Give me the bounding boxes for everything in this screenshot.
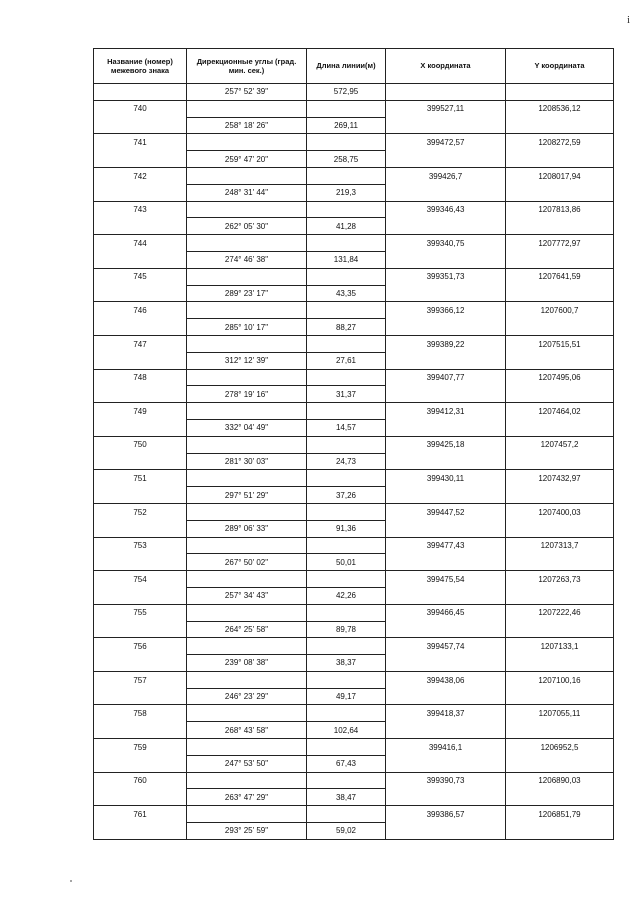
y-coordinate-cell: 1207432,97	[506, 470, 614, 487]
line-length-cell: 42,26	[307, 587, 386, 604]
line-length-cell: 131,84	[307, 251, 386, 268]
segment-row	[94, 151, 614, 168]
x-coordinate-cell: 399527,11	[386, 100, 506, 117]
line-length-cell: 24,73	[307, 453, 386, 470]
direction-angle-cell: 267° 50' 02"	[187, 554, 307, 571]
x-coordinate-cell: 399351,73	[386, 268, 506, 285]
point-name-cell	[94, 419, 187, 436]
direction-angle-cell: 268° 43' 58"	[187, 722, 307, 739]
point-name-cell	[94, 587, 187, 604]
line-length-cell: 38,37	[307, 655, 386, 672]
y-coordinate-cell	[506, 487, 614, 504]
page-corner-mark: і	[626, 14, 630, 26]
direction-angle-cell: 285° 10' 17"	[187, 319, 307, 336]
direction-angle-cell: 332° 04' 49"	[187, 419, 307, 436]
x-coordinate-cell: 399416,1	[386, 739, 506, 756]
direction-angle-cell	[187, 167, 307, 184]
point-name-cell	[94, 151, 187, 168]
x-coordinate-cell	[386, 117, 506, 134]
segment-row	[94, 621, 614, 638]
y-coordinate-cell: 1207263,73	[506, 571, 614, 588]
y-coordinate-cell: 1206890,03	[506, 772, 614, 789]
line-length-cell	[307, 201, 386, 218]
y-coordinate-cell: 1208017,94	[506, 167, 614, 184]
direction-angle-cell: 289° 23' 17"	[187, 285, 307, 302]
x-coordinate-cell	[386, 319, 506, 336]
point-name-cell: 756	[94, 638, 187, 655]
x-coordinate-cell	[386, 755, 506, 772]
point-name-cell: 748	[94, 369, 187, 386]
segment-row	[94, 453, 614, 470]
y-coordinate-cell: 1207772,97	[506, 235, 614, 252]
direction-angle-cell: 293° 25' 59"	[187, 823, 307, 840]
x-coordinate-cell: 399477,43	[386, 537, 506, 554]
line-length-cell: 269,11	[307, 117, 386, 134]
direction-angle-cell	[187, 100, 307, 117]
segment-row	[94, 218, 614, 235]
point-row	[94, 335, 614, 352]
point-row	[94, 167, 614, 184]
y-coordinate-cell: 1207641,59	[506, 268, 614, 285]
y-coordinate-cell	[506, 621, 614, 638]
point-row	[94, 671, 614, 688]
line-length-cell	[307, 403, 386, 420]
direction-angle-cell	[187, 436, 307, 453]
line-length-cell: 88,27	[307, 319, 386, 336]
point-name-cell: 758	[94, 705, 187, 722]
direction-angle-cell: 312° 12' 39"	[187, 352, 307, 369]
x-coordinate-cell: 399430,11	[386, 470, 506, 487]
segment-row	[94, 520, 614, 537]
scan-speck	[70, 880, 72, 882]
point-row	[94, 470, 614, 487]
direction-angle-cell: 297° 51' 29"	[187, 487, 307, 504]
line-length-cell: 43,35	[307, 285, 386, 302]
x-coordinate-cell: 399426,7	[386, 167, 506, 184]
direction-angle-cell	[187, 705, 307, 722]
point-name-cell: 760	[94, 772, 187, 789]
point-row	[94, 739, 614, 756]
segment-row	[94, 487, 614, 504]
y-coordinate-cell: 1207495,06	[506, 369, 614, 386]
point-name-cell: 740	[94, 100, 187, 117]
point-row	[94, 503, 614, 520]
line-length-cell	[307, 638, 386, 655]
y-coordinate-cell	[506, 587, 614, 604]
y-coordinate-cell	[506, 453, 614, 470]
line-length-cell	[307, 436, 386, 453]
direction-angle-cell	[187, 571, 307, 588]
segment-row	[94, 251, 614, 268]
y-coordinate-cell	[506, 352, 614, 369]
point-name-cell: 750	[94, 436, 187, 453]
direction-angle-cell	[187, 369, 307, 386]
line-length-cell	[307, 705, 386, 722]
direction-angle-cell: 246° 23' 29"	[187, 688, 307, 705]
point-name-cell	[94, 218, 187, 235]
direction-angle-cell: 281° 30' 03"	[187, 453, 307, 470]
y-coordinate-cell	[506, 251, 614, 268]
line-length-cell	[307, 772, 386, 789]
y-coordinate-cell: 1207222,46	[506, 604, 614, 621]
direction-angle-cell	[187, 638, 307, 655]
line-length-cell: 31,37	[307, 386, 386, 403]
line-length-cell: 258,75	[307, 151, 386, 168]
point-row	[94, 268, 614, 285]
line-length-cell	[307, 671, 386, 688]
line-length-cell	[307, 739, 386, 756]
line-length-cell	[307, 806, 386, 823]
direction-angle-cell	[187, 403, 307, 420]
segment-row	[94, 688, 614, 705]
x-coordinate-cell: 399407,77	[386, 369, 506, 386]
x-coordinate-cell	[386, 419, 506, 436]
segment-row	[94, 386, 614, 403]
point-name-cell: 759	[94, 739, 187, 756]
x-coordinate-cell	[386, 453, 506, 470]
y-coordinate-cell: 1208272,59	[506, 134, 614, 151]
line-length-cell: 14,57	[307, 419, 386, 436]
x-coordinate-cell	[386, 823, 506, 840]
point-name-cell	[94, 823, 187, 840]
x-coordinate-cell: 399466,45	[386, 604, 506, 621]
point-name-cell	[94, 520, 187, 537]
segment-row	[94, 285, 614, 302]
direction-angle-cell: 247° 53' 50"	[187, 755, 307, 772]
x-coordinate-cell	[386, 520, 506, 537]
line-length-cell	[307, 470, 386, 487]
y-coordinate-cell: 1207813,86	[506, 201, 614, 218]
point-name-cell	[94, 184, 187, 201]
point-row	[94, 201, 614, 218]
table-header-row	[94, 49, 614, 84]
line-length-cell: 91,36	[307, 520, 386, 537]
point-name-cell: 749	[94, 403, 187, 420]
direction-angle-cell: 239° 08' 38"	[187, 655, 307, 672]
line-length-cell	[307, 335, 386, 352]
x-coordinate-cell	[386, 587, 506, 604]
direction-angle-cell	[187, 671, 307, 688]
segment-row	[94, 84, 614, 101]
x-coordinate-cell	[386, 251, 506, 268]
x-coordinate-cell	[386, 554, 506, 571]
line-length-cell	[307, 604, 386, 621]
x-coordinate-cell: 399447,52	[386, 503, 506, 520]
segment-row	[94, 319, 614, 336]
y-coordinate-cell	[506, 184, 614, 201]
direction-angle-cell	[187, 235, 307, 252]
point-name-cell	[94, 453, 187, 470]
header-line-length: Длина линии(м)	[307, 49, 386, 84]
point-name-cell	[94, 554, 187, 571]
point-name-cell: 751	[94, 470, 187, 487]
point-name-cell	[94, 722, 187, 739]
point-row	[94, 369, 614, 386]
point-name-cell: 741	[94, 134, 187, 151]
x-coordinate-cell	[386, 84, 506, 101]
line-length-cell	[307, 302, 386, 319]
point-row	[94, 772, 614, 789]
point-name-cell: 752	[94, 503, 187, 520]
direction-angle-cell	[187, 201, 307, 218]
header-point-name: Название (номер) межевого знака	[94, 49, 187, 84]
point-name-cell	[94, 386, 187, 403]
line-length-cell: 37,26	[307, 487, 386, 504]
point-name-cell: 753	[94, 537, 187, 554]
segment-row	[94, 352, 614, 369]
direction-angle-cell: 274° 46' 38"	[187, 251, 307, 268]
y-coordinate-cell: 1208536,12	[506, 100, 614, 117]
line-length-cell: 41,28	[307, 218, 386, 235]
y-coordinate-cell: 1206952,5	[506, 739, 614, 756]
line-length-cell: 67,43	[307, 755, 386, 772]
y-coordinate-cell	[506, 386, 614, 403]
direction-angle-cell: 257° 34' 43"	[187, 587, 307, 604]
y-coordinate-cell	[506, 554, 614, 571]
line-length-cell	[307, 537, 386, 554]
line-length-cell	[307, 503, 386, 520]
segment-row	[94, 823, 614, 840]
x-coordinate-cell: 399390,73	[386, 772, 506, 789]
line-length-cell	[307, 268, 386, 285]
line-length-cell	[307, 100, 386, 117]
x-coordinate-cell	[386, 621, 506, 638]
y-coordinate-cell	[506, 520, 614, 537]
y-coordinate-cell	[506, 218, 614, 235]
segment-row	[94, 722, 614, 739]
line-length-cell: 572,95	[307, 84, 386, 101]
point-row	[94, 571, 614, 588]
header-direction-angle: Дирекционные углы (град. мин. сек.)	[187, 49, 307, 84]
direction-angle-cell: 264° 25' 58"	[187, 621, 307, 638]
segment-row	[94, 117, 614, 134]
x-coordinate-cell	[386, 386, 506, 403]
point-name-cell: 761	[94, 806, 187, 823]
x-coordinate-cell	[386, 789, 506, 806]
y-coordinate-cell	[506, 823, 614, 840]
direction-angle-cell	[187, 335, 307, 352]
line-length-cell	[307, 134, 386, 151]
y-coordinate-cell: 1207055,11	[506, 705, 614, 722]
line-length-cell: 219,3	[307, 184, 386, 201]
direction-angle-cell	[187, 134, 307, 151]
x-coordinate-cell: 399386,57	[386, 806, 506, 823]
x-coordinate-cell	[386, 655, 506, 672]
segment-row	[94, 587, 614, 604]
x-coordinate-cell: 399457,74	[386, 638, 506, 655]
x-coordinate-cell: 399346,43	[386, 201, 506, 218]
direction-angle-cell: 262° 05' 30"	[187, 218, 307, 235]
x-coordinate-cell: 399366,12	[386, 302, 506, 319]
point-row	[94, 604, 614, 621]
point-name-cell: 757	[94, 671, 187, 688]
direction-angle-cell	[187, 268, 307, 285]
y-coordinate-cell: 1207133,1	[506, 638, 614, 655]
x-coordinate-cell	[386, 151, 506, 168]
x-coordinate-cell: 399418,37	[386, 705, 506, 722]
y-coordinate-cell	[506, 419, 614, 436]
direction-angle-cell	[187, 604, 307, 621]
direction-angle-cell: 263° 47' 29"	[187, 789, 307, 806]
point-name-cell: 745	[94, 268, 187, 285]
point-row	[94, 806, 614, 823]
point-row	[94, 134, 614, 151]
y-coordinate-cell	[506, 722, 614, 739]
direction-angle-cell: 259° 47' 20"	[187, 151, 307, 168]
point-row	[94, 705, 614, 722]
boundary-coordinates-table	[93, 48, 614, 840]
line-length-cell	[307, 369, 386, 386]
line-length-cell: 49,17	[307, 688, 386, 705]
point-name-cell: 747	[94, 335, 187, 352]
x-coordinate-cell: 399438,06	[386, 671, 506, 688]
line-length-cell: 102,64	[307, 722, 386, 739]
point-name-cell	[94, 688, 187, 705]
y-coordinate-cell	[506, 789, 614, 806]
point-name-cell	[94, 84, 187, 101]
point-name-cell: 743	[94, 201, 187, 218]
header-x-coordinate: X координата	[386, 49, 506, 84]
point-name-cell	[94, 117, 187, 134]
point-name-cell	[94, 655, 187, 672]
point-row	[94, 235, 614, 252]
y-coordinate-cell: 1207464,02	[506, 403, 614, 420]
point-name-cell: 746	[94, 302, 187, 319]
y-coordinate-cell	[506, 285, 614, 302]
y-coordinate-cell	[506, 655, 614, 672]
point-name-cell	[94, 755, 187, 772]
y-coordinate-cell	[506, 688, 614, 705]
x-coordinate-cell	[386, 218, 506, 235]
point-name-cell: 742	[94, 167, 187, 184]
line-length-cell: 89,78	[307, 621, 386, 638]
direction-angle-cell	[187, 503, 307, 520]
point-row	[94, 638, 614, 655]
direction-angle-cell: 289° 06' 33"	[187, 520, 307, 537]
point-name-cell: 755	[94, 604, 187, 621]
x-coordinate-cell	[386, 285, 506, 302]
x-coordinate-cell	[386, 184, 506, 201]
segment-row	[94, 789, 614, 806]
segment-row	[94, 184, 614, 201]
point-row	[94, 302, 614, 319]
direction-angle-cell	[187, 772, 307, 789]
line-length-cell: 59,02	[307, 823, 386, 840]
direction-angle-cell	[187, 739, 307, 756]
point-name-cell	[94, 621, 187, 638]
direction-angle-cell	[187, 806, 307, 823]
x-coordinate-cell: 399472,57	[386, 134, 506, 151]
point-name-cell	[94, 789, 187, 806]
y-coordinate-cell	[506, 755, 614, 772]
direction-angle-cell	[187, 470, 307, 487]
y-coordinate-cell: 1207457,2	[506, 436, 614, 453]
point-name-cell	[94, 352, 187, 369]
point-row	[94, 537, 614, 554]
y-coordinate-cell	[506, 117, 614, 134]
y-coordinate-cell	[506, 151, 614, 168]
segment-row	[94, 419, 614, 436]
x-coordinate-cell: 399475,54	[386, 571, 506, 588]
y-coordinate-cell: 1207400,03	[506, 503, 614, 520]
line-length-cell: 50,01	[307, 554, 386, 571]
x-coordinate-cell: 399425,18	[386, 436, 506, 453]
y-coordinate-cell	[506, 84, 614, 101]
direction-angle-cell: 248° 31' 44"	[187, 184, 307, 201]
y-coordinate-cell	[506, 319, 614, 336]
point-name-cell	[94, 285, 187, 302]
direction-angle-cell: 278° 19' 16"	[187, 386, 307, 403]
point-name-cell	[94, 251, 187, 268]
point-name-cell: 754	[94, 571, 187, 588]
point-name-cell: 744	[94, 235, 187, 252]
x-coordinate-cell	[386, 688, 506, 705]
direction-angle-cell	[187, 537, 307, 554]
y-coordinate-cell: 1207313,7	[506, 537, 614, 554]
point-row	[94, 436, 614, 453]
y-coordinate-cell: 1207515,51	[506, 335, 614, 352]
y-coordinate-cell: 1206851,79	[506, 806, 614, 823]
segment-row	[94, 554, 614, 571]
line-length-cell	[307, 167, 386, 184]
point-name-cell	[94, 487, 187, 504]
line-length-cell	[307, 571, 386, 588]
x-coordinate-cell: 399340,75	[386, 235, 506, 252]
y-coordinate-cell: 1207100,16	[506, 671, 614, 688]
x-coordinate-cell: 399412,31	[386, 403, 506, 420]
point-name-cell	[94, 319, 187, 336]
direction-angle-cell	[187, 302, 307, 319]
x-coordinate-cell: 399389,22	[386, 335, 506, 352]
segment-row	[94, 655, 614, 672]
line-length-cell: 38,47	[307, 789, 386, 806]
segment-row	[94, 755, 614, 772]
point-row	[94, 100, 614, 117]
line-length-cell	[307, 235, 386, 252]
x-coordinate-cell	[386, 352, 506, 369]
line-length-cell: 27,61	[307, 352, 386, 369]
x-coordinate-cell	[386, 722, 506, 739]
point-row	[94, 403, 614, 420]
x-coordinate-cell	[386, 487, 506, 504]
y-coordinate-cell: 1207600,7	[506, 302, 614, 319]
direction-angle-cell: 257° 52' 39"	[187, 84, 307, 101]
direction-angle-cell: 258° 18' 26"	[187, 117, 307, 134]
header-y-coordinate: Y координата	[506, 49, 614, 84]
